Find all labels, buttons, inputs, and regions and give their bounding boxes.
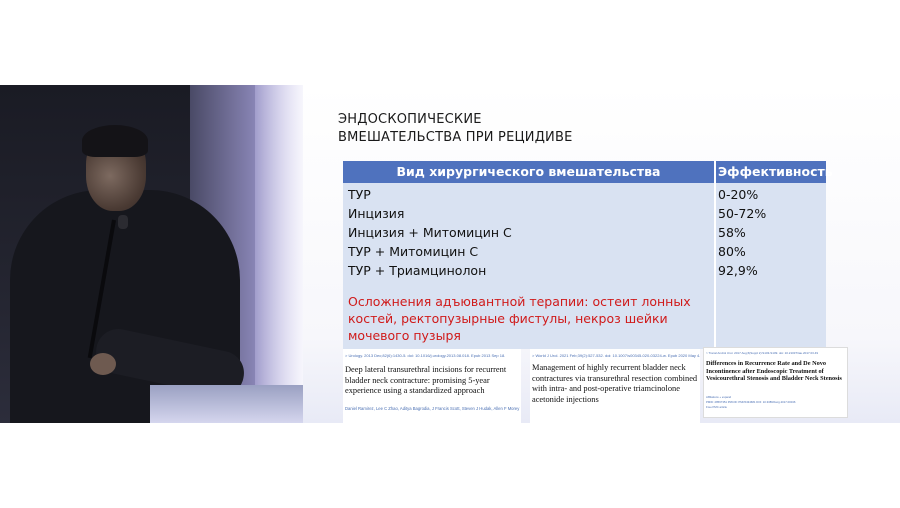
results-table — [343, 161, 833, 349]
paper-title: Management of highly recurrent bladder neck contractures via transurethral resection combined with intra- and post-operative triamcinolone acetonide injections — [532, 363, 698, 404]
paper-authors: Daniel Ramirez, Lee C Zhao, Aditya Bagrodia, J Francis Scott, Steven J Hudak, Allen F Morey — [345, 406, 520, 411]
paper-identifiers: PMID: 28567351 PMCID: PMC5434681 DOI: 10.3389/fsurg.2017.00046 — [706, 401, 796, 404]
column-header-procedure: Вид хирургического вмешательства — [396, 164, 661, 179]
paper-reference: > Transl Androl Urol. 2017 Aug;6(Suppl 2):S103-S109. doi: 10.21037/tau.2017.03.49 — [706, 351, 818, 355]
table-row-efficacy: 92,9% — [718, 263, 758, 278]
table-row-procedure: ТУР — [348, 187, 371, 202]
column-header-efficacy: Эффективность — [718, 164, 833, 179]
table-row-efficacy: 0-20% — [718, 187, 759, 202]
table-header — [343, 161, 833, 183]
table-row-procedure: ТУР + Митомицин С — [348, 244, 479, 259]
presentation-slide — [303, 85, 900, 423]
speaker-hand — [90, 353, 116, 375]
paper-reference: > Urology. 2013 Dec;82(6):1430-5. doi: 10.1016/j.urology.2013.08.018. Epub 2013 Sep 18. — [345, 353, 506, 358]
table-row-efficacy: 50-72% — [718, 206, 767, 221]
table-row-procedure: ТУР + Триамцинолон — [348, 263, 487, 278]
paper-title: Differences in Recurrence Rate and De Novo Incontinence after Endoscopic Treatment of Vesicourethral Stenosis and Bladder Neck Stenosis — [706, 360, 842, 383]
table-row-procedure: Инцизия + Митомицин С — [348, 225, 512, 240]
paper-title: Deep lateral transurethral incisions for recurrent bladder neck contracture: promising 5-year experience using a standardized approach — [345, 365, 507, 396]
paper-excerpt-2 — [530, 349, 700, 423]
slide-title-line-2: ВМЕШАТЕЛЬСТВА ПРИ РЕЦИДИВЕ — [338, 130, 573, 145]
paper-reference: > World J Urol. 2021 Feb;39(2):527-532. doi: 10.1007/s00345-020-03224-w. Epub 2020 May 4. — [532, 353, 700, 358]
paper-affiliations: Affiliations + expand — [706, 396, 732, 399]
paper-access: Free PMC article — [706, 406, 727, 409]
paper-excerpt-3 — [703, 347, 848, 418]
slide-title-line-1: ЭНДОСКОПИЧЕСКИЕ — [338, 112, 482, 127]
column-divider — [714, 161, 716, 349]
speaker-hair — [82, 125, 148, 157]
table-row-procedure: Инцизия — [348, 206, 405, 221]
video-frame — [0, 85, 900, 423]
speaker-video-panel — [0, 85, 303, 423]
complications-note: Осложнения адъювантной терапии: остеит лонных костей, ректопузырные фистулы, некроз шейки мочевого пузыря — [348, 294, 691, 343]
paper-excerpt-1 — [343, 349, 521, 423]
table-row-efficacy: 80% — [718, 244, 746, 259]
table-row-efficacy: 58% — [718, 225, 746, 240]
lectern — [150, 385, 303, 423]
wall-light — [255, 85, 303, 423]
microphone-icon — [118, 215, 128, 229]
slide-title — [338, 111, 738, 147]
